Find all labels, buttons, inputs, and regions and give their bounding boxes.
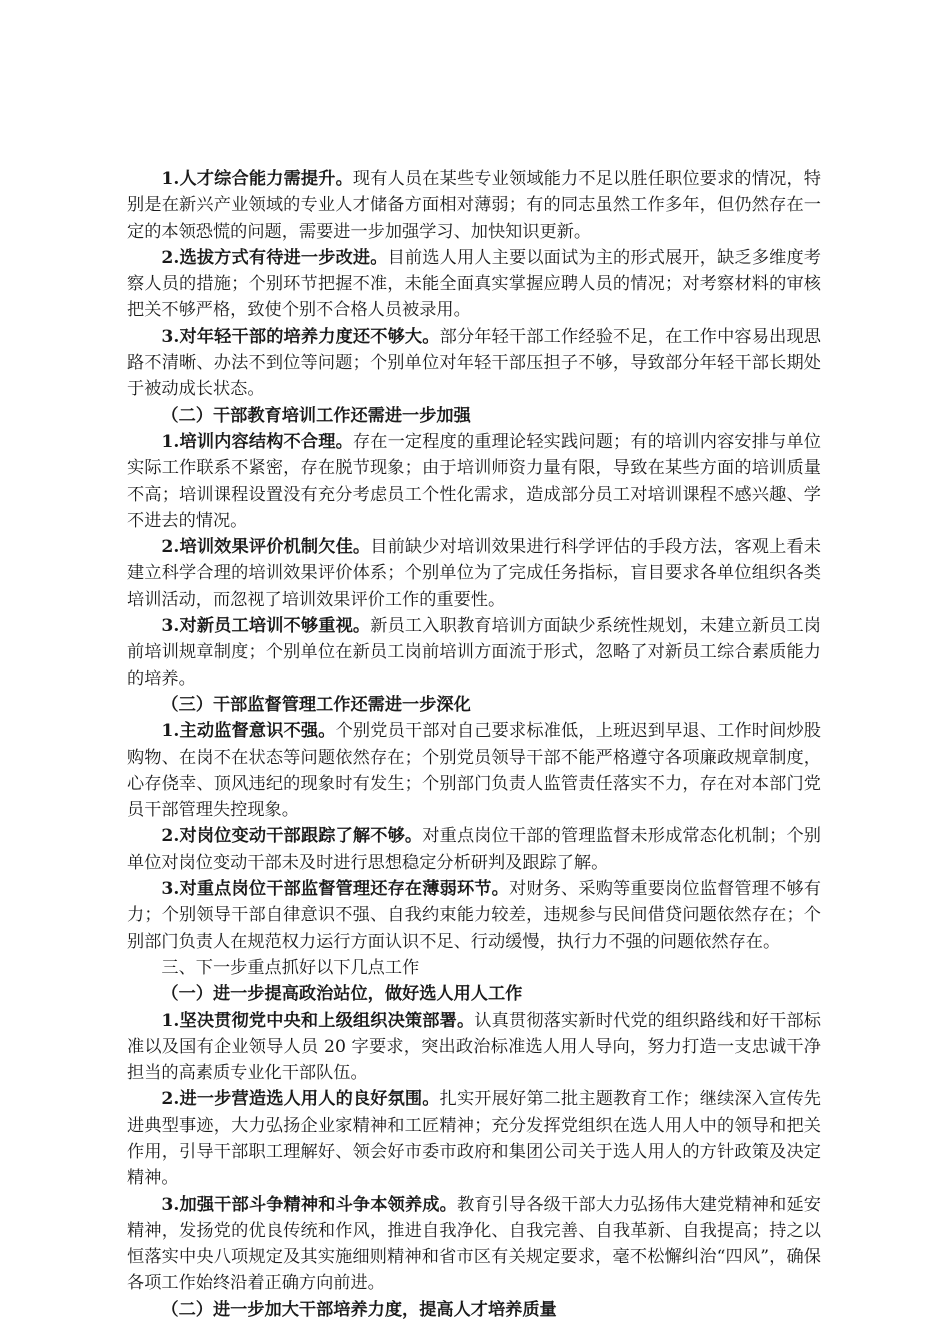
paragraph-lead: 1.坚决贯彻党中央和上级组织决策部署。 (161, 1010, 475, 1031)
section-heading-cadre-cultivation: （二）进一步加大干部培养力度，提高人才培养质量 (161, 1299, 557, 1320)
paragraph-talent-ability (127, 166, 821, 245)
paragraph-text: 教育引导各级干部大力弘扬伟大建党精神和延安精神，发扬党的优良传统和作风，推进自我净化、自我完善、自我革新、自我提高；持之以恒落实中央八项规定及其实施细则精神和省市区有关规定要求，毫不松懈纠治“四风”，确保各项工作始终沿着正确方向前进。 (127, 1194, 821, 1294)
paragraph-lead: 2.进一步营造选人用人的良好氛围。 (161, 1089, 440, 1110)
paragraph-lead: 1.培训内容结构不合理。 (161, 431, 353, 452)
document-body (127, 166, 821, 1323)
paragraph-text: 现有人员在某些专业领域能力不足以胜任职位要求的情况，特别是在新兴产业领域的专业人才储备方面相对薄弱；有的同志虽然工作多年，但仍然存在一定的本领恐慌的问题，需要进一步加强学习、加快知识更新。 (127, 169, 821, 242)
paragraph-training-evaluation (127, 534, 821, 613)
paragraph-lead: 3.对年轻干部的培养力度还不够大。 (161, 326, 440, 347)
paragraph-lead: 2.选拔方式有待进一步改进。 (161, 247, 388, 268)
paragraph-text: 扎实开展好第二批主题教育工作；继续深入宣传先进典型事迹，大力弘扬企业家精神和工匠精神；充分发挥党组织在选人用人中的领导和把关作用，引导干部职工理解好、领会好市委市政府和集团公司关于选人用人的方针政策及决定精神。 (127, 1089, 821, 1189)
paragraph-training-content (127, 429, 821, 534)
paragraph-supervision-awareness (127, 718, 821, 823)
paragraph-lead: 1.主动监督意识不强。 (161, 721, 336, 742)
paragraph-new-employee-training (127, 613, 821, 692)
paragraph-text: 目前缺少对培训效果进行科学评估的手段方法，客观上看未建立科学合理的培训效果评价体系；个别单位为了完成任务指标，盲目要求各单位组织各类培训活动，而忽视了培训效果评价工作的重要性。 (127, 537, 821, 610)
paragraph-atmosphere (127, 1086, 821, 1191)
paragraph-text: 对财务、采购等重要岗位监督管理不够有力；个别领导干部自律意识不强、自我约束能力较差，违规参与民间借贷问题依然存在；个别部门负责人在规范权力运行方面认识不足、行动缓慢，执行力不强的问题依然存在。 (127, 879, 821, 952)
paragraph-text: 对重点岗位干部的管理监督未形成常态化机制；个别单位对岗位变动干部未及时进行思想稳定分析研判及跟踪了解。 (127, 826, 821, 873)
paragraph-lead: 3.对重点岗位干部监督管理还存在薄弱环节。 (161, 879, 509, 900)
section-heading-political-stance: （一）进一步提高政治站位，做好选人用人工作 (161, 984, 523, 1005)
paragraph-lead: 3.对新员工培训不够重视。 (161, 616, 371, 637)
chapter-heading-next-steps: 三、下一步重点抓好以下几点工作 (161, 957, 420, 978)
paragraph-text: 目前选人用人主要以面试为主的形式展开，缺乏多维度考察人员的措施；个别环节把握不准，未能全面真实掌握应聘人员的情况；对考察材料的审核把关不够严格，致使个别不合格人员被录用。 (127, 247, 821, 321)
section-heading-supervision: （三）干部监督管理工作还需进一步深化 (161, 694, 471, 715)
paragraph-text: 部分年轻干部工作经验不足，在工作中容易出现思路不清晰、办法不到位等问题；个别单位对年轻干部压担子不够，导致部分年轻干部长期处于被动成长状态。 (127, 326, 821, 400)
paragraph-selection-method (127, 245, 821, 324)
paragraph-fighting-spirit (127, 1192, 821, 1297)
paragraph-young-cadres (127, 324, 821, 403)
paragraph-text: 新员工入职教育培训方面缺少系统性规划，未建立新员工岗前培训规章制度；个别单位在新员工岗前培训方面流于形式，忽略了对新员工综合素质能力的培养。 (127, 616, 821, 689)
paragraph-implement-decisions (127, 1008, 821, 1087)
paragraph-key-post-supervision (127, 876, 821, 955)
paragraph-lead: 2.对岗位变动干部跟踪了解不够。 (161, 826, 423, 847)
paragraph-lead: 2.培训效果评价机制欠佳。 (161, 537, 371, 558)
paragraph-text: 认真贯彻落实新时代党的组织路线和好干部标准以及国有企业领导人员 20 字要求，突出政治标准选人用人导向，努力打造一支忠诚干净担当的高素质专业化干部队伍。 (127, 1010, 821, 1084)
paragraph-lead: 3.加强干部斗争精神和斗争本领养成。 (161, 1194, 457, 1215)
paragraph-post-change-tracking (127, 823, 821, 876)
paragraph-text: 个别党员干部对自己要求标准低，上班迟到早退、工作时间炒股购物、在岗不在状态等问题依然存在；个别党员领导干部不能严格遵守各项廉政规章制度，心存侥幸、顶风违纪的现象时有发生；个别部门负责人监管责任落实不力，存在对本部门党员干部管理失控现象。 (127, 721, 821, 821)
paragraph-text: 存在一定程度的重理论轻实践问题；有的培训内容安排与单位实际工作联系不紧密，存在脱节现象；由于培训师资力量有限，导致在某些方面的培训质量不高；培训课程设置没有充分考虑员工个性化需求，造成部分员工对培训课程不感兴趣、学不进去的情况。 (127, 431, 821, 531)
paragraph-lead: 1.人才综合能力需提升。 (161, 169, 353, 189)
section-heading-training: （二）干部教育培训工作还需进一步加强 (161, 405, 471, 426)
